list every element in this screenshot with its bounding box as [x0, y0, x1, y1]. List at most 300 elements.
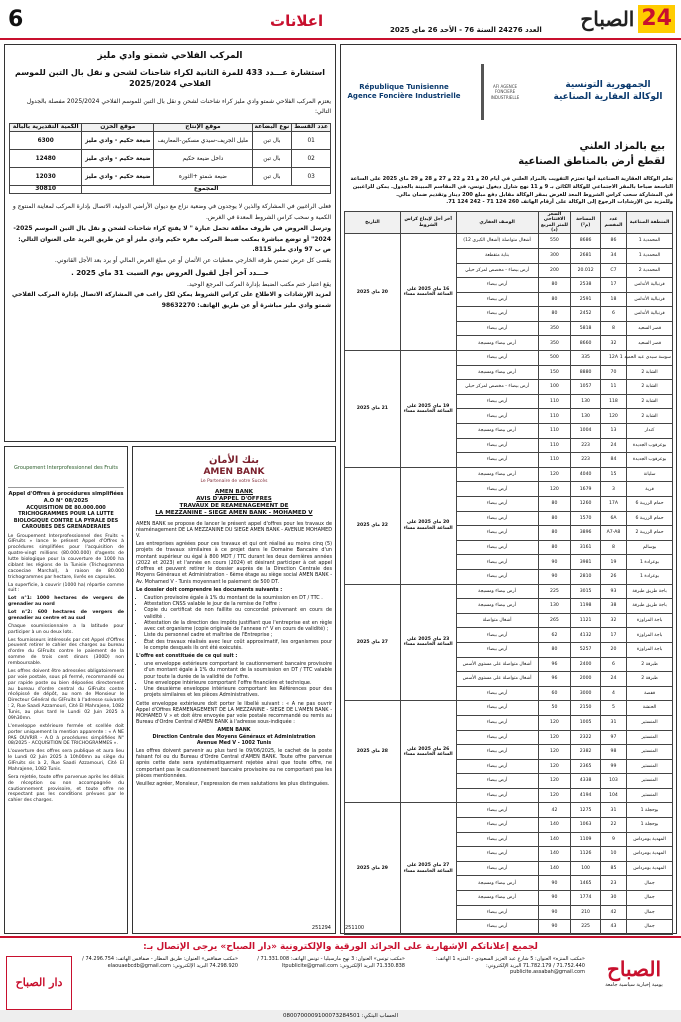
chott-total-label: المجموع	[82, 186, 331, 194]
amen-p1: AMEN BANK se propose de lancer le présent appel d'offres pour les travaux de réaménagement DE LA MEZZANINE DU SIEGE AMEN BANK - AVENUE MOHAMED V.	[136, 520, 332, 540]
chott-table-cell: 6300	[10, 132, 82, 150]
gifruits-ad	[4, 446, 128, 934]
footer-brand-tag: يومية إخبارية سياسية جامعة	[605, 982, 663, 988]
footer-office-menzah: «مكتب المنزه» العنوان: 5 شارع عبد العزيز السعودي - المنزه 1 الهاتف: 71.752.440 / 71.782.179 البريد الإلكتروني: publicite.assabah@gmail.com	[435, 956, 585, 975]
afi-table-cell: حمام الزريبة 2	[627, 526, 673, 541]
afi-table-cell: 2365	[571, 759, 601, 774]
afi-table-cell: أرض بيضاء - مخصص لمركز حيلي	[456, 263, 538, 278]
afi-table-cell: الحنشة	[627, 701, 673, 716]
afi-table-cell: 10	[600, 847, 626, 862]
afi-table-cell: 23 ماي 2025 على الساعة الخامسة مساء	[400, 584, 456, 701]
amen-title-2: AVIS D'APPEL D'OFFRES	[196, 495, 272, 502]
list-item: • Attestation de la direction des impôts justifiant que l'entreprise est en règle avec cet organisme (copie originale de l'annexe n° V en cours de validité) ;	[144, 620, 332, 632]
afi-table-cell: الشابة 2	[627, 365, 673, 380]
amen-p7: Veuillez agréer, Monsieur, l'expression de mes salutations les plus distinguées.	[136, 781, 330, 788]
afi-table-cell: المحمدية 2	[627, 263, 673, 278]
afi-table-cell: 60	[538, 686, 571, 701]
amen-logo-fr: AMEN BANK	[203, 467, 265, 477]
afi-auction-ad	[340, 44, 677, 934]
list-item: • Une deuxième enveloppe intérieure comportant les Références pour des projets similaires et les pièces Administratives.	[144, 686, 332, 698]
chott-ad	[4, 44, 336, 442]
afi-table-cell: المهدية بومرداس	[627, 861, 673, 876]
afi-table-cell: أرض بيضاء	[456, 409, 538, 424]
chott-table-header: نوع البضاعة	[252, 124, 292, 132]
afi-table-cell: 20 ماي 2025 على الساعة الخامسة مساء	[400, 467, 456, 584]
afi-table-cell: 120	[538, 482, 571, 497]
chott-table-header: موقع الخزن	[82, 124, 154, 132]
afi-table-cell: 3015	[571, 584, 601, 599]
afi-table-cell: 265	[538, 613, 571, 628]
afi-table-cell: 120	[538, 774, 571, 789]
afi-table-cell: 2452	[571, 307, 601, 322]
afi-table-cell: 110	[538, 394, 571, 409]
afi-table-cell: طبرقة 2	[627, 657, 673, 672]
afi-table-cell: 42	[600, 905, 626, 920]
table-row	[345, 701, 673, 716]
afi-table-cell: قرية	[627, 482, 673, 497]
amen-p5: Cette enveloppe extérieure doit porter le libellé suivant : « A ne pas ouvrir Appel d'Offres REAMENAGEMENT DE LA MEZZANINE - SIEGE DE L'AMEN BANK - MOHAMED V » et doit être envoyée par voie postale recommandé ou remis au Bureau d'Ordre Central d'AMEN BANK à l'adresse sous-indiquée :	[136, 700, 332, 726]
afi-table-cell: أرض بيضاء	[456, 278, 538, 293]
afi-ref: 251100	[345, 924, 365, 931]
afi-table-cell: 1260	[571, 497, 601, 512]
footer-title: لجميع إعلاناتكم الإشهارية على الجرائد الورقية والإلكترونية «دار الصباح» يرجى الإتصال بـ:	[143, 942, 538, 952]
afi-table-cell: أرض بيضاء	[456, 292, 538, 307]
afi-table-cell: بوعرقوب الجديدة	[627, 453, 673, 468]
afi-table-cell: أرض بيضاء	[456, 394, 538, 409]
afi-table-cell: أرض بيضاء	[456, 628, 538, 643]
afi-table-cell: أرض بيضاء ومسيجة	[456, 424, 538, 439]
afi-table-cell: أرض بيضاء	[456, 905, 538, 920]
afi-table-cell: 2538	[571, 278, 601, 293]
amen-p2: Les entreprises agréées pour ces travaux et qui ont réalisé au moins cinq (5) projets de travaux similaires à ce projet dans le Domaine Bancaire d'un montant supérieur ou égal à 800 MDT / TTC durant les deux dernières années (2022 et 2023) et l'année en cours (2024) et désirant participer à cet appel d'offres et peuvent retirer le dossier auprès de la Direction Centrale des Moyens Généraux et Administration - 6ème étage au siège social AMEN BANK - Av. Mohamed V - Tunis moyennant le paiement de 500 DT.	[136, 541, 332, 585]
afi-table-cell: باجة المزاوزة	[627, 628, 673, 643]
afi-table-cell: باجة المزاوزة	[627, 613, 673, 628]
afi-lots-table	[344, 211, 673, 935]
afi-table-cell: 84	[600, 453, 626, 468]
afi-table-cell: 80	[538, 511, 571, 526]
afi-table-cell: 80	[538, 292, 571, 307]
afi-table-cell: الشابة 2	[627, 409, 673, 424]
afi-table-cell: 2591	[571, 292, 601, 307]
issue-info: العدد 24276 السنة 76 - الأحد 26 ماي 2025	[390, 26, 542, 34]
afi-table-cell: 20.012	[571, 263, 601, 278]
afi-table-cell: 550	[538, 234, 571, 249]
afi-table-cell: 118	[600, 394, 626, 409]
afi-table-cell: أرض بيضاء ومسيجة	[456, 599, 538, 614]
afi-table-cell: 96	[538, 672, 571, 687]
afi-table-cell: 24	[600, 438, 626, 453]
gifruits-title-1: Appel d'Offres à procédures simplifiées	[8, 491, 124, 497]
chott-table-cell: 12480	[10, 150, 82, 168]
afi-table-cell: 90	[538, 569, 571, 584]
afi-table-cell: جمال	[627, 891, 673, 906]
amen-title-3: TRAVAUX DE REAMENAGEMENT DE	[179, 503, 289, 510]
afi-table-cell: 3000	[571, 686, 601, 701]
afi-table-cell: 5818	[571, 321, 601, 336]
afi-logo	[481, 64, 527, 120]
afi-table-header: المساحة (م²)	[571, 212, 601, 234]
afi-table-cell: أرض بيضاء ومسيجة	[456, 467, 538, 482]
afi-table-cell: 34	[600, 248, 626, 263]
afi-table-cell: 28 ماي 2025	[345, 701, 401, 803]
afi-table-cell: 22	[600, 818, 626, 833]
afi-table-cell: بوحجلة 1	[627, 818, 673, 833]
afi-table-cell: 17A	[600, 497, 626, 512]
afi-table-cell: 2382	[571, 745, 601, 760]
afi-table-cell: حمام الزريبة 6	[627, 497, 673, 512]
afi-table-cell: 1198	[571, 599, 601, 614]
list-item: • Caution provisoire égale à 1% du montant de la soumission en DT / TTC .	[144, 595, 332, 601]
afi-table-cell: 80	[538, 278, 571, 293]
afi-table-cell: المنستير	[627, 759, 673, 774]
afi-table-cell: 1109	[571, 832, 601, 847]
afi-table-cell: 27 ماي 2025	[345, 584, 401, 701]
gifruits-logo: Groupement Interprofessionnel des Fruits	[8, 450, 124, 488]
afi-table-header: السعر الافتتاحي للمتر المربع (د)	[538, 212, 571, 234]
afi-table-cell: 30	[600, 891, 626, 906]
amen-doc-list	[136, 595, 332, 651]
afi-table-cell: 8686	[571, 234, 601, 249]
afi-table-cell: 2150	[571, 701, 601, 716]
afi-table-cell: أرض بيضاء	[456, 759, 538, 774]
afi-table-cell: 22 ماي 2025	[345, 467, 401, 584]
afi-table-cell: 12A	[600, 351, 626, 366]
gifruits-p7: Les offres doivent être adressées obligatoirement par voie postale, sous pli fermé, recommandé ou par rapide poste ou bien déposées directement au bureau d'ordre central du GIFruits contre récépissé de dépôt, au nom de Monsieur le Directeur Général du GIFruits à l'adresse suivante : 2, Rue Saadi Azzamouri, Cité El Mahrajene, 1082 Tunis, au plus tard le Lundi 02 Juin 2025 à 09h30mn.	[8, 668, 124, 721]
footer-office-sfax: «مكتب صفاقس» العنوان: طريق المطار - صفاقس الهاتف: 74.296.754 / 74.298.920 البريد الإلكتروني: elaouaebcdb@gmail.com	[82, 956, 238, 969]
afi-table-cell: 17	[600, 278, 626, 293]
afi-table-cell: A7-A8	[600, 526, 626, 541]
afi-table-cell: باجة طريق طبرقة	[627, 599, 673, 614]
table-row	[10, 132, 331, 150]
afi-table-cell: 50	[538, 701, 571, 716]
afi-body: تعلم الوكالة العقارية الصناعية أنها تعتزم التفويت بالمزاد العلني في أيام 20 و 21 و 22 و 27 و 28 و 29 ماي 2025 على الساعة التاسعة صباحا بالمقر الاجتماعي للوكالة الكائن بـ 9 و 11 نهج شارل ديغول تونس، في المقاسم المبينة بالجدول. يمكن للراغبين في المشاركة سحب كراس الشروط المعد للغرض بمقر الوكالة مقابل دفع مبلغ 200 دينار وتقديم ضمان مالي.	[350, 176, 673, 198]
afi-table-cell: 140	[538, 818, 571, 833]
afi-table-header: الوصف العقاري	[456, 212, 538, 234]
afi-table-cell: 100	[571, 861, 601, 876]
afi-table-cell: باجة طريق طبرقة	[627, 584, 673, 599]
chott-body-1: فعلى الراغبين في المشاركة والذين لا يوجدون في وضعية نزاع مع ديوان الأراضي الدولية، الاتصال بإدارة المركب لمعاينة المنتوج و الكمية و سحب كراس الشروط المعدة في الغرض.	[12, 203, 331, 222]
afi-table-cell: أرض بيضاء	[456, 847, 538, 862]
afi-table-cell: 1005	[571, 715, 601, 730]
gifruits-p8: L'enveloppe extérieure fermée et scellée doit porter uniquement la mention apparente : « A NE PAS OUVRIR - A.O à procédures simplifiées N° 08/2025 - ACQUISITION DE TRICHOGRAMMES ».	[8, 723, 124, 747]
chott-table-cell: ضيعة حكيم - وادي مليز	[82, 168, 154, 186]
amen-ref: 251294	[311, 924, 331, 931]
afi-table-cell: 500	[538, 351, 571, 366]
afi-table-cell: المنستير	[627, 774, 673, 789]
afi-table-cell: 2810	[571, 569, 601, 584]
afi-table-cell: أشغال متواصلة (أشغال الكبرى 12)	[456, 234, 538, 249]
chott-table-header: موقع الإنتاج	[154, 124, 252, 132]
chott-table	[9, 123, 331, 194]
afi-table-cell: 32	[600, 336, 626, 351]
afi-table-cell: 80	[538, 497, 571, 512]
afi-table-cell: 2322	[571, 730, 601, 745]
afi-table-cell: باجة المزاوزة	[627, 642, 673, 657]
afi-table-cell: 42	[538, 803, 571, 818]
afi-table-cell: 9	[600, 832, 626, 847]
chott-table-header: الكمية التقديرية بالبالة	[10, 124, 82, 132]
footer-office-tunis: «مكتب تونس» العنوان: 3 نهج مارسيليا - تونس الهاتف: 71.331.008 / 71.330.838 البريد الإلكتروني: ltpublicite@gmail.com	[257, 956, 405, 969]
afi-table-cell: 1570	[571, 511, 601, 526]
afi-table-cell: 85	[600, 861, 626, 876]
chott-table-cell: 02	[292, 150, 331, 168]
afi-table-cell: أرض بيضاء	[456, 788, 538, 803]
afi-table-cell: 1679	[571, 482, 601, 497]
gifruits-p5: Chaque soumissionnaire a la latitude pour participer à un ou deux lots.	[8, 623, 124, 635]
amen-address: AMEN BANK Direction Centrale des Moyens Généraux et Administration Avenue Med V - 1002 Tunis	[152, 727, 316, 746]
chott-table-cell: ضيعة شمتو +الثورة	[154, 168, 252, 186]
afi-table-cell: أرض بيضاء ومسيجة	[456, 891, 538, 906]
afi-table-header: آخر أجل لإيداع كراس الشروط	[400, 212, 456, 234]
gifruits-p4: Lot n°2: 600 hectares de vergers de grenadier au centre et au sud	[8, 610, 124, 621]
gifruits-title-3: ACQUISITION DE 80.000.000 TRICHOGRAMMES POUR LA LUTTE BIOLOGIQUE CONTRE LA PYRALE DES CAROUBES DES GRENADERAIES	[13, 504, 119, 530]
afi-table-cell: 8880	[571, 365, 601, 380]
afi-table-cell: 120	[600, 409, 626, 424]
afi-table-cell: 26	[600, 569, 626, 584]
amen-p6: Les offres doivent parvenir au plus tard le 09/06/2025, le cachet de la poste faisant foi ou du Bureau d'Ordre Central d'AMEN BANK. Toute offre parvenue après cette date sera systématiquement rejetée ainsi que toute offre, ne comportant pas le cautionnement bancaire provisoire ou ne comportant pas les pièces mentionnées.	[136, 748, 332, 779]
afi-table-cell: 3981	[571, 555, 601, 570]
afi-table-cell: 24	[600, 672, 626, 687]
afi-table-cell: المحمدية 1	[627, 248, 673, 263]
afi-table-cell: أرض بيضاء	[456, 482, 538, 497]
afi-table-cell: 120	[538, 730, 571, 745]
amen-p4: L'offre est constituée de ce qui suit :	[136, 652, 238, 659]
chott-intro: يعتزم المركب الفلاحي شمتو وادي مليز كراء شاحنات لشحن و نقل بال التبن للموسم الفلاحي 2025/2024 مفصلة بالجدول التالي:	[26, 98, 331, 116]
afi-table-cell: قصر السعيد	[627, 336, 673, 351]
afi-table-cell: 103	[600, 774, 626, 789]
afi-table-cell: أرض بيضاء	[456, 497, 538, 512]
afi-table-cell: 62	[538, 628, 571, 643]
afi-table-cell: بناية متقطعة	[456, 248, 538, 263]
page-header	[0, 0, 681, 40]
afi-table-cell: 140	[538, 847, 571, 862]
afi-table-cell: 223	[571, 453, 601, 468]
gifruits-p10: Sera rejetée, toute offre parvenue après les délais de réception ou non accompagnée du cautionnement provisoire, et toute offre ne respectant pas les conditions prévues par le cahier des charges.	[8, 774, 124, 804]
afi-table-cell: 1126	[571, 847, 601, 862]
afi-table-cell: 130	[571, 394, 601, 409]
afi-table-cell: 3	[600, 482, 626, 497]
afi-table-cell: 350	[538, 336, 571, 351]
afi-table-cell: أرض بيضاء	[456, 920, 538, 935]
afi-table-cell: أرض بيضاء	[456, 701, 538, 716]
afi-table-cell: 4	[600, 686, 626, 701]
afi-table-cell: المنستير	[627, 715, 673, 730]
afi-table-cell: أرض بيضاء	[456, 307, 538, 322]
afi-table-cell: قصر السعيد	[627, 321, 673, 336]
page-number: 6	[8, 7, 24, 32]
chott-table-cell: ضيعة حكيم - وادي مليز	[82, 132, 154, 150]
table-row	[345, 351, 673, 366]
afi-table-cell: سليانة	[627, 467, 673, 482]
afi-table-cell: 80	[538, 307, 571, 322]
afi-table-cell: المنستير	[627, 788, 673, 803]
chott-org: المركب الفلاحي شمتو وادي مليز	[97, 51, 243, 61]
afi-table-cell: قفصة	[627, 686, 673, 701]
afi-table-cell: المهدية بومرداس	[627, 847, 673, 862]
afi-table-cell: 32	[600, 613, 626, 628]
chott-table-cell: مليل الجريف-سيدي مسكين-المعاريف	[154, 132, 252, 150]
afi-table-cell: 38	[600, 599, 626, 614]
afi-table-cell: 8	[600, 321, 626, 336]
table-row	[345, 234, 673, 249]
afi-table-cell: طبرقة 2	[627, 672, 673, 687]
table-row	[345, 467, 673, 482]
chott-table-cell: بال تبن	[252, 132, 292, 150]
afi-table-cell: 225	[571, 920, 601, 935]
afi-table-cell: 5	[600, 701, 626, 716]
afi-table-cell: 13	[600, 424, 626, 439]
afi-table-cell: 17	[600, 628, 626, 643]
afi-table-cell: 18	[600, 292, 626, 307]
afi-table-cell: 8660	[571, 336, 601, 351]
afi-table-cell: 90	[538, 555, 571, 570]
afi-table-cell: 8	[600, 540, 626, 555]
afi-table-cell: 1057	[571, 380, 601, 395]
amen-p3: Le dossier doit comprendre les documents suivants :	[136, 586, 283, 593]
afi-table-cell: المنستير	[627, 730, 673, 745]
afi-table-cell: 29 ماي 2025	[345, 803, 401, 934]
afi-table-cell: 31	[600, 803, 626, 818]
amen-title-4: LA MEZZANINE - SIEGE AMEN BANK - MOHAMED V	[155, 510, 313, 517]
afi-table-cell: 97	[600, 730, 626, 745]
afi-table-cell: 98	[600, 745, 626, 760]
afi-table-cell: أرض بيضاء	[456, 803, 538, 818]
afi-table-cell: C7	[600, 263, 626, 278]
list-item: • Une enveloppe intérieure comportant l'offre financière et technique.	[144, 680, 332, 686]
afi-table-cell: 90	[538, 920, 571, 935]
afi-table-cell: أرض بيضاء	[456, 774, 538, 789]
afi-table-cell: 1774	[571, 891, 601, 906]
afi-table-cell: 15	[600, 467, 626, 482]
afi-table-header: المنطقة الصناعية	[627, 212, 673, 234]
list-item: • Liste du personnel cadre et maîtrise de l'Entreprise ;	[144, 632, 332, 638]
afi-table-cell: أرض بيضاء ومسيجة	[456, 336, 538, 351]
afi-name-fr: République Tunisienne Agence Foncière Industrielle	[347, 82, 461, 100]
amen-logo-ar: بنك الأمان	[209, 455, 259, 466]
amen-title-1: AMEN BANK	[215, 488, 253, 495]
afi-table-cell: 80	[538, 526, 571, 541]
afi-table-cell: أرض بيضاء	[456, 438, 538, 453]
afi-table-cell: 21 ماي 2025	[345, 351, 401, 468]
afi-table-cell: أشغال متواصلة على مستوى الأسس	[456, 672, 538, 687]
afi-table-cell: 5257	[571, 642, 601, 657]
afi-table-cell: 110	[538, 409, 571, 424]
afi-table-cell: 86	[600, 234, 626, 249]
newspaper-logo	[545, 2, 675, 36]
afi-table-cell: بوسالم	[627, 540, 673, 555]
afi-table-cell: الشابة 2	[627, 394, 673, 409]
afi-table-cell: 110	[538, 453, 571, 468]
afi-table-cell: 27 ماي 2025 على الساعة الخامسة مساء	[400, 803, 456, 934]
afi-table-cell: 19	[600, 555, 626, 570]
afi-table-cell: أرض بيضاء	[456, 715, 538, 730]
afi-table-cell: 2000	[571, 672, 601, 687]
footer-bank-account: الحساب البنكي: 0800700009100073284501	[0, 1010, 681, 1022]
afi-table-cell: أرض بيضاء	[456, 351, 538, 366]
list-item: • État des travaux réalisés avec leur coût approximatif, les organismes pour le compte desquels ils ont été exécutés.	[144, 639, 332, 651]
afi-table-cell: المهدية بومرداس	[627, 832, 673, 847]
afi-table-cell: 150	[538, 365, 571, 380]
afi-contact: وللمزيد من الإرشادات الرجوع إلى الوكالة على أرقام الهاتف 260 124 71 - 242 124 71.	[446, 199, 673, 206]
afi-table-cell: 140	[538, 861, 571, 876]
list-item: • Copie du certificat de non faillite ou concordat prévenant en cours de validité .	[144, 607, 332, 619]
afi-table-cell: 223	[571, 438, 601, 453]
afi-table-cell: 6A	[600, 511, 626, 526]
section-title: اعلانات	[270, 12, 324, 30]
afi-table-cell: أرض بيضاء	[456, 861, 538, 876]
afi-table-cell: 120	[538, 788, 571, 803]
chott-body-2: وترسل العروض في ظروف مغلقة تحمل عبارة " لا يفتح كراء شاحنات لشحن و نقل بال التبن الموسم 2025-2024" أو توضع مباشرة بمكتب ضبط المركب مقره حكيم وادي مليز أو عن طريق البريد على العنوان التالي: ص ب 97 وادي مليز 8115.	[13, 224, 331, 254]
afi-table-cell: جمال	[627, 920, 673, 935]
afi-logo-text: AFI AGENCE FONCIERE INDUSTRIELLE	[490, 84, 520, 100]
afi-table-cell: 100	[538, 380, 571, 395]
chott-total-value: 30810	[10, 186, 82, 194]
afi-table-cell: 4194	[571, 788, 601, 803]
amen-offer-list	[136, 661, 332, 698]
afi-table-cell: 90	[538, 891, 571, 906]
afi-table-cell: قرنبالية الأندلس	[627, 278, 673, 293]
afi-table-cell: 120	[538, 745, 571, 760]
afi-table-cell: 70	[600, 365, 626, 380]
list-item: • une enveloppe extérieure comportant le cautionnement bancaire provisoire d'un montant égale à 1% du montant de la soumission en DT / TTC valable pour toute la durée de la validité de l'offre.	[144, 661, 332, 680]
afi-table-cell: 96	[538, 657, 571, 672]
afi-table-cell: 2681	[571, 248, 601, 263]
chott-table-cell: ضيعة حكيم - وادي مليز	[82, 150, 154, 168]
page-footer	[0, 936, 681, 1022]
footer-brand	[595, 956, 673, 1010]
list-item: • Attestation CNSS valable le jour de la remise de l'offre :	[144, 601, 332, 607]
afi-table-cell: 130	[571, 409, 601, 424]
afi-table-cell: أرض بيضاء	[456, 642, 538, 657]
afi-table-cell: 16 ماي 2025 على الساعة الخامسة مساء	[400, 234, 456, 351]
afi-table-cell: 6	[600, 307, 626, 322]
afi-table-cell: أرض بيضاء ومسيجة	[456, 584, 538, 599]
afi-table-cell: 93	[600, 584, 626, 599]
afi-table-cell: 335	[571, 351, 601, 366]
chott-body-4: يقع اعتبار ختم مكتب الضبط بإدارة المركب المرجع الوحيد.	[187, 280, 331, 288]
chott-table-cell: بال تبن	[252, 150, 292, 168]
afi-table-cell: 300	[538, 248, 571, 263]
footer-brand-name: الصباح	[606, 957, 662, 981]
chott-table-cell: 12030	[10, 168, 82, 186]
afi-table-cell: 1004	[571, 424, 601, 439]
afi-table-cell: أرض بيضاء	[456, 745, 538, 760]
afi-table-cell: 4338	[571, 774, 601, 789]
afi-table-cell: 2400	[571, 657, 601, 672]
afi-table-cell: جمال	[627, 905, 673, 920]
afi-table-cell: أرض بيضاء	[456, 686, 538, 701]
afi-table-cell: المنستير	[627, 745, 673, 760]
afi-table-cell: أرض بيضاء	[456, 569, 538, 584]
afi-table-cell: 104	[600, 788, 626, 803]
afi-table-cell: أرض بيضاء - مخصص لمركز حيلي	[456, 380, 538, 395]
afi-table-cell: 1063	[571, 818, 601, 833]
chott-table-cell: 03	[292, 168, 331, 186]
afi-header	[344, 62, 673, 122]
afi-table-cell: قرنبالية الأندلس	[627, 292, 673, 307]
afi-table-header: التاريخ	[345, 212, 401, 234]
afi-table-cell: 350	[538, 321, 571, 336]
afi-table-cell: 6	[600, 657, 626, 672]
afi-table-cell: 110	[538, 424, 571, 439]
chott-table-cell: داخل ضيعة حكيم	[154, 150, 252, 168]
afi-title-2: لقطع أرض بالمناطق الصناعية	[518, 156, 665, 167]
afi-table-cell: 225	[538, 584, 571, 599]
afi-table-cell: أرض بيضاء	[456, 526, 538, 541]
afi-table-cell: 90	[538, 876, 571, 891]
gifruits-p1: Le Groupement Interprofessionnel des Fruits « GIFruits » lance le présent Appel d'Offres à procédures simplifiées pour l'acquisition de quatre-vingt millions (80.000.000) d'agents de lutte biologique pour la couverture de 1000 ha ciblant les régions de la Tunisie (Trichogramma cacoeciae Marchal), à raison de 80.000 trichogrammes par hectare, livrés en capsules.	[8, 533, 124, 580]
afi-table-cell: 1465	[571, 876, 601, 891]
